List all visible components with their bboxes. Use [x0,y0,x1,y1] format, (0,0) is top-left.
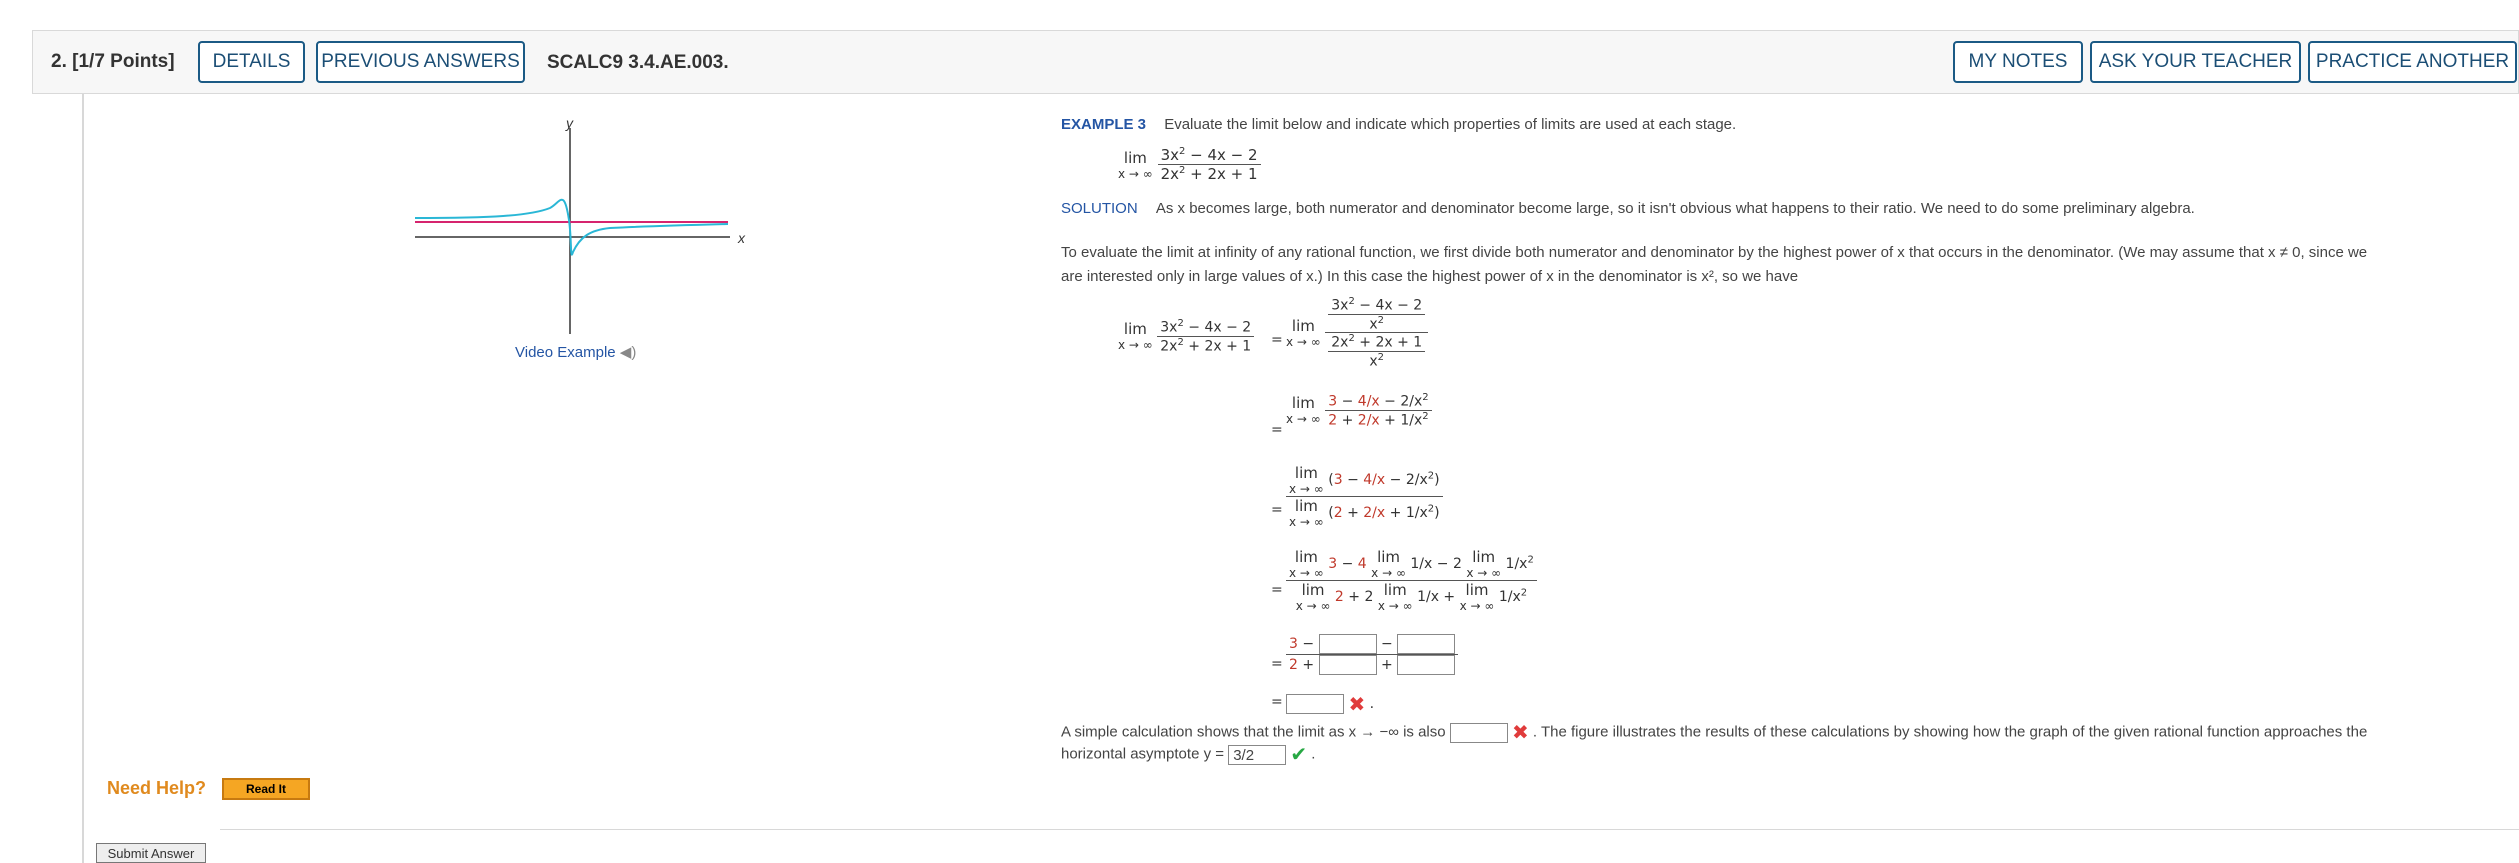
footer-divider [220,829,2519,830]
derivation-steps: lim x → ∞ $\frac{3x^2 - 4x - 2}{2x^2 + 2x + 1}$ = lim x → ∞ $\frac{\frac{3x^2 - 4x - 2}{x^2}}{\frac{2x^2 + 2x + 1}{x^2}}$ = lim x → ∞ $\frac{3 - 4/x - 2/x^2}{2 + 2/x + 1/x^2}$ = lim x → ∞ $(3 - 4/x - 2/x^2)$ lim x → ∞ $(2 + 2/x + 1/x^2)$ = lim x → ∞ 3 − 4 lim x → ∞ 1/x − 2 lim x → ∞ $1/x^2$ lim x → ∞ 2 + 2 lim x → ∞ 1/x + lim x → ∞ $1/x^2$ = $\frac{3 - -}{2 + +}$ = ✖ . [1118,296,1618,716]
question-header [32,30,2519,94]
previous-answers-button[interactable]: PREVIOUS ANSWERS [316,41,525,83]
assignment-code: SCALC9 3.4.AE.003. [547,52,729,73]
details-button[interactable]: DETAILS [198,41,305,83]
answer-input-3[interactable] [1319,655,1377,675]
my-notes-button[interactable]: MY NOTES [1953,41,2083,83]
negative-infinity-limit-input[interactable] [1450,723,1508,743]
step-6: ✖ . [1286,692,1374,716]
video-example-label: Video Example [515,344,616,361]
incorrect-icon: ✖ [1511,722,1529,744]
example-prompt: Evaluate the limit below and indicate which properties of limits are used at each stage. [1164,116,1737,133]
question-number: 2. [1/7 Points] [51,51,175,72]
left-divider [82,94,84,863]
step-5: $\frac{3 - -}{2 + +}$ [1286,634,1458,675]
step-2: lim x → ∞ $\frac{3 - 4/x - 2/x^2}{2 + 2/x + 1/x^2}$ [1286,392,1432,428]
conclusion-line-1: A simple calculation shows that the limit as x → −∞ is also ✖ . The figure illustrates the results of these calculations by showing how the graph of the given rational function approaches the [1061,722,2368,744]
ask-teacher-button[interactable]: ASK YOUR TEACHER [2090,41,2301,83]
answer-input-5[interactable] [1286,694,1344,714]
example-label: EXAMPLE 3 [1061,116,1147,133]
limit-expression: lim x → ∞ $\frac{3x^2 - 4x - 2}{2x^2 + 2x + 1}$ [1118,146,1261,183]
step-4: lim x → ∞ 3 − 4 lim x → ∞ 1/x − 2 lim x → ∞ $1/x^2$ lim x → ∞ 2 + 2 lim x → ∞ 1/x + lim x → ∞ $1/x^2$ [1286,548,1537,613]
incorrect-icon: ✖ [1348,692,1366,716]
submit-answer-button[interactable]: Submit Answer [96,843,206,863]
video-example-link[interactable] [515,343,636,361]
function-graph [410,112,750,337]
solution-text: As x becomes large, both numerator and denominator become large, so it isn't obvious what happens to their ratio. We need to do some preliminary algebra. [1155,200,2195,217]
need-help-label: Need Help? [107,778,207,798]
points-badge: [1/7 Points] [72,51,175,72]
answer-input-4[interactable] [1397,655,1455,675]
practice-another-button[interactable]: PRACTICE ANOTHER [2308,41,2517,83]
solution-line [1061,200,2195,217]
speaker-icon: ◀) [619,344,637,361]
answer-input-2[interactable] [1397,634,1455,654]
correct-icon: ✔ [1290,744,1308,766]
answer-input-1[interactable] [1319,634,1377,654]
step-1: lim x → ∞ $\frac{\frac{3x^2 - 4x - 2}{x^2}}{\frac{2x^2 + 2x + 1}{x^2}}$ [1286,296,1428,370]
solution-label: SOLUTION [1061,200,1138,217]
explanation-line-2: are interested only in large values of x.) In this case the highest power of x in the denominator is x², so we have [1061,268,1799,285]
x-axis-label: x [738,230,745,246]
read-it-button[interactable]: Read It [222,778,310,800]
derivation-lhs: lim x → ∞ $\frac{3x^2 - 4x - 2}{2x^2 + 2x + 1}$ [1118,318,1254,354]
explanation-line-1: To evaluate the limit at infinity of any rational function, we first divide both numerator and denominator by the highest power of x that occurs in the denominator. (We may assume that x ≠ 0, since we [1061,244,2368,261]
example-header [1061,116,1736,133]
asymptote-input[interactable]: 3/2 [1228,745,1286,765]
conclusion-line-2: horizontal asymptote y = 3/2 ✔ . [1061,744,1316,766]
y-axis-label: y [566,115,573,131]
step-3: lim x → ∞ $(3 - 4/x - 2/x^2)$ lim x → ∞ $(2 + 2/x + 1/x^2)$ [1286,464,1443,529]
